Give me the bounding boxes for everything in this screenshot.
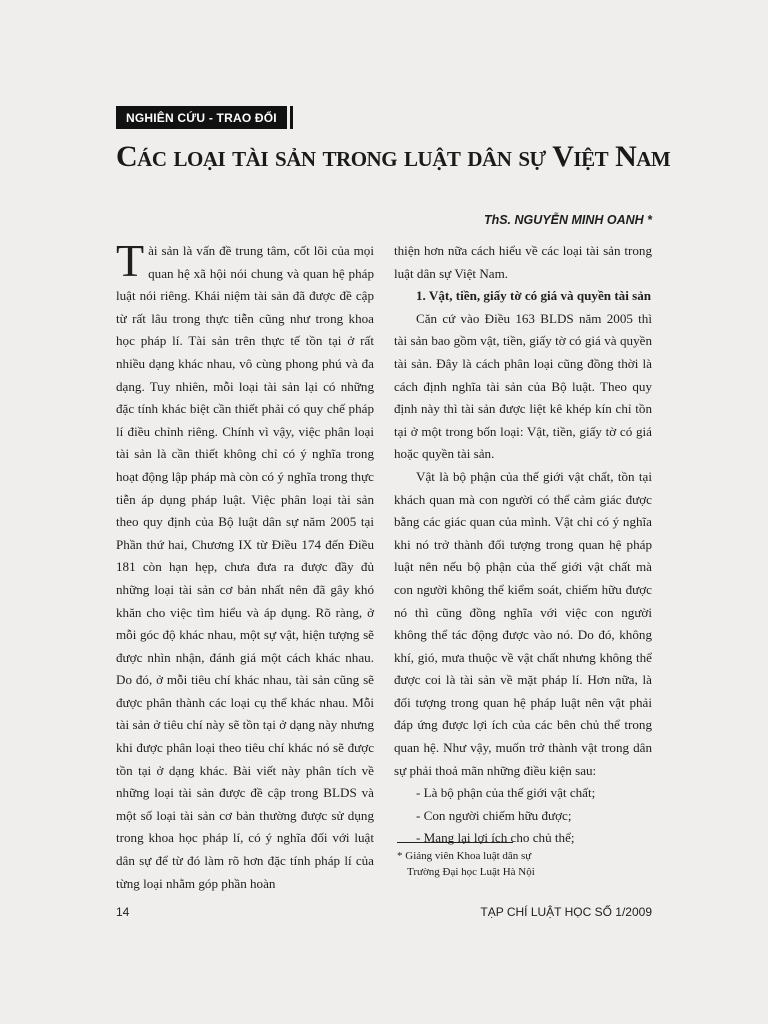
footnote-divider <box>397 842 513 843</box>
section-tag: NGHIÊN CỨU - TRAO ĐỔI <box>116 106 290 129</box>
right-column <box>394 240 652 850</box>
intro-text: ài sản là vấn đề trung tâm, cốt lõi của mọi quan hệ xã hội nói chung và quan hệ pháp luật nói riêng. Khái niệm tài sản đã được đề cập từ rất lâu trong thực tiễn cũng như trong khoa học pháp lí. Tài sản trên thực tế tồn tại ở rất nhiều dạng khác nhau, vô cùng phong phú và đa dạng. Tuy nhiên, mỗi loại tài sản lại có những đặc tính khác biệt cần thiết phải có quy chế pháp lí điều chỉnh riêng. Chính vì vậy, việc phân loại tài sản là cần thiết không chỉ có ý nghĩa trong hoạt động lập pháp mà còn có ý nghĩa trong thực tiễn áp dụng pháp luật. Việc phân loại tài sản theo quy định của Bộ luật dân sự năm 2005 tại Phần thứ hai, Chương IX từ Điều 174 đến Điều 181 còn hạn hẹp, chưa đưa ra được đầy đủ những loại tài sản cơ bản nhất nên đã gây khó khăn cho việc tìm hiểu và áp dụng. Rõ ràng, ở mỗi góc độ khác nhau, một sự vật, hiện tượng sẽ được nhìn nhận, đánh giá một cách khác nhau. Do đó, ở mỗi tiêu chí khác nhau, tài sản cũng sẽ được phân thành các loại cụ thể khác nhau. Mỗi tài sản ở tiêu chí này sẽ tồn tại ở dạng này nhưng khi được phân loại theo tiêu chí khác nó sẽ được tồn tại ở dạng khác. Bài viết này phân tích về những loại tài sản được đề cập trong BLDS và một số loại tài sản cơ bản thường được sử dụng trong khoa học pháp lí, có ý nghĩa đối với luật dân sự để từ đó làm rõ hơn đặc tính pháp lí của từng loại nhằm góp phần hoàn <box>116 243 374 891</box>
list-item: - Mang lại lợi ích cho chủ thể; <box>416 830 575 846</box>
continued-paragraph: thiện hơn nữa cách hiểu về các loại tài sản trong luật dân sự Việt Nam. <box>394 243 652 281</box>
footnote <box>397 848 657 880</box>
footnote-line-1: * Giảng viên Khoa luật dân sự <box>397 850 532 862</box>
article-title: Các loại tài sản trong luật dân sự Việt Nam <box>116 140 671 173</box>
left-column <box>116 235 374 895</box>
footnote-line-2: Trường Đại học Luật Hà Nội <box>407 866 535 878</box>
page-number: 14 <box>116 905 130 919</box>
list-item: - Con người chiếm hữu được; <box>416 807 572 823</box>
intro-paragraph <box>116 235 374 895</box>
paragraph-2: Căn cứ vào Điều 163 BLDS năm 2005 thì tài sản bao gồm vật, tiền, giấy tờ có giá và quyền tài sản. Đây là cách phân loại cũng đồng thời là cách định nghĩa tài sản của Bộ luật. Theo quy định này thì tài sản được liệt kê khép kín chỉ tồn tại ở một trong bốn loại: Vật, tiền, giấy tờ có giá hoặc quyền tài sản. <box>394 310 652 462</box>
author-name: ThS. NGUYỄN MINH OANH * <box>483 213 652 227</box>
drop-cap: T <box>116 235 145 286</box>
journal-footer: TẠP CHÍ LUẬT HỌC SỐ 1/2009 <box>480 905 652 919</box>
list-item: - Là bộ phận của thế giới vật chất; <box>416 785 596 801</box>
section-heading: 1. Vật, tiền, giấy tờ có giá và quyền tài sản <box>416 288 652 304</box>
paragraph-3: Vật là bộ phận của thế giới vật chất, tồn tại khách quan mà con người có thể cảm giác được bằng các giác quan của mình. Vật chỉ có ý nghĩa khi nó trở thành đối tượng trong quan hệ pháp luật nên nếu bộ phận của thế giới vật chất mà con người không thể kiểm soát, chiếm hữu được nó thì cũng đồng nghĩa với việc con người không thể tác động được vào nó. Do đó, không khí, gió, mưa thuộc về vật chất nhưng không thể được coi là tài sản về mặt pháp lí. Hơn nữa, là đối tượng trong quan hệ pháp luật nên vật phải đáp ứng được lợi ích của các bên chủ thể trong quan hệ. Như vậy, muốn trở thành vật trong dân sự phải thoả mãn những điều kiện sau: <box>394 468 652 778</box>
